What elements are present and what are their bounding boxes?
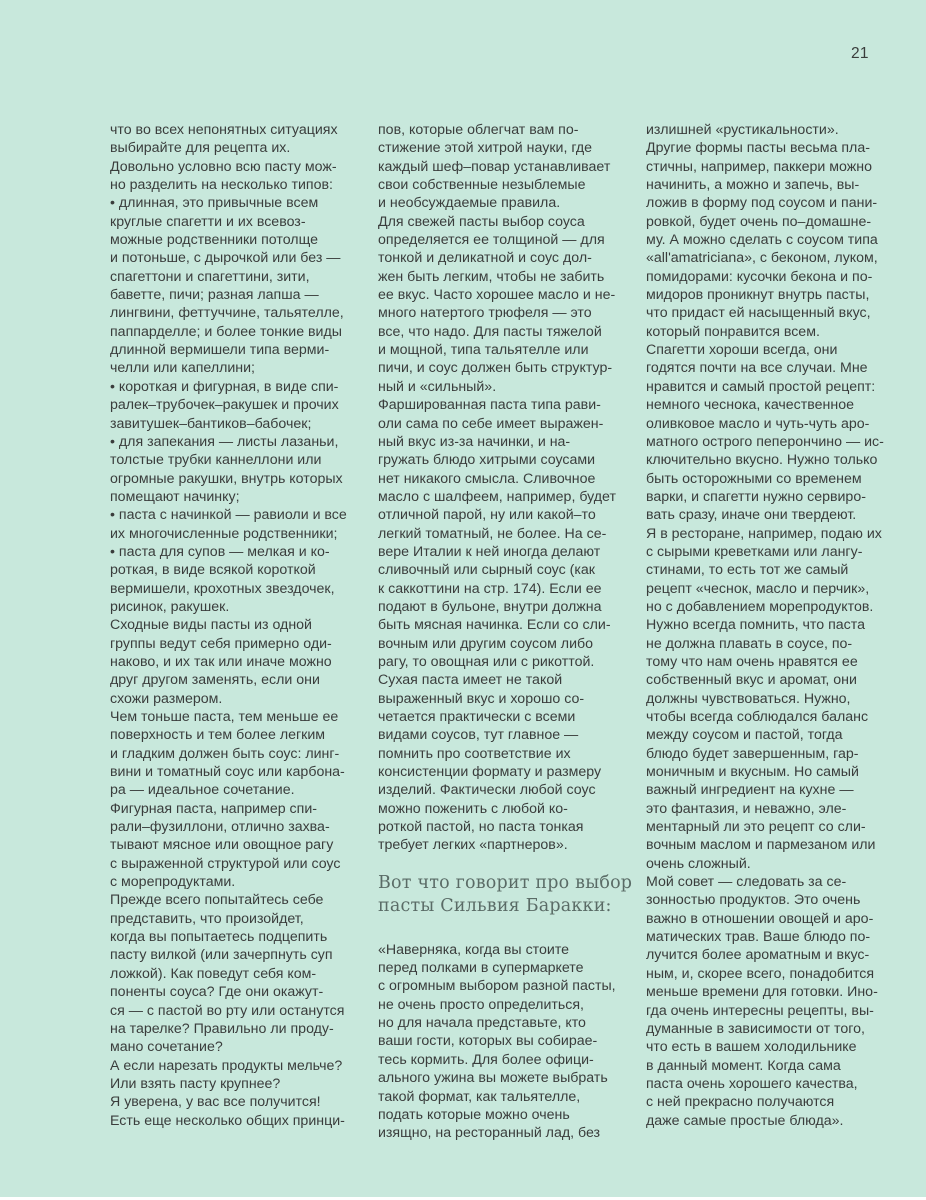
text-line: нет никакого смысла. Сливочное <box>378 470 596 487</box>
text-line: Сухая паста имеет не такой <box>378 672 563 689</box>
text-line: консистенции формату и размеру <box>378 764 602 781</box>
text-line: блюдо будет завершенным, гар- <box>646 745 859 762</box>
text-line: Есть еще несколько общих принци- <box>110 1112 345 1129</box>
page-number: 21 <box>851 45 869 62</box>
text-line: ментарный ли это рецепт со сли- <box>646 819 866 836</box>
text-line: матических трав. Ваше блюдо по- <box>646 929 871 946</box>
text-line: ровкой, будет очень по–домашне- <box>646 213 872 230</box>
text-line: круглые спагетти и их всевоз- <box>110 213 306 230</box>
text-line: и гладким должен быть соус: линг- <box>110 745 340 762</box>
text-line: стичны, например, паккери можно <box>646 158 872 175</box>
text-line: начинить, а можно и запечь, вы- <box>646 177 860 194</box>
text-line: ный вкус из-за начинки, и на- <box>378 433 571 450</box>
text-line: оливковое масло и чуть-чуть аро- <box>646 415 870 432</box>
text-line: не должна плавать в соусе, по- <box>646 635 853 652</box>
text-line: рагу, то овощная или с рикоттой. <box>378 653 595 670</box>
text-line: помещают начинку; <box>110 488 240 505</box>
text-line: ным, и, скорее всего, понадобится <box>646 965 875 982</box>
text-line: наково, и их так или иначе можно <box>110 653 332 670</box>
text-block <box>378 941 646 1143</box>
text-line: определяется ее толщиной — для <box>378 232 605 249</box>
text-line: Вот что говорит про выбор <box>378 872 633 893</box>
text-column-left <box>110 121 378 1130</box>
text-line: быть мясная начинка. Если со сли- <box>378 617 611 634</box>
text-line: представить, что произойдет, <box>110 910 304 927</box>
text-line: в данный момент. Когда сама <box>646 1057 841 1074</box>
text-line: поверхность и тем более легким <box>110 727 326 744</box>
text-line: рисинок, ракушек. <box>110 598 230 615</box>
text-line: Чем тоньше паста, тем меньше ее <box>110 709 339 725</box>
text-line: мидоров проникнут внутрь пасты, <box>646 287 870 304</box>
text-line: между соусом и пастой, тогда <box>646 727 843 744</box>
text-line: «Наверняка, когда вы стоите <box>378 941 570 958</box>
text-line: выраженный вкус и хорошо со- <box>378 690 585 707</box>
text-line: Я уверена, у вас все получится! <box>110 1094 321 1111</box>
text-line: пичи, и соус должен быть структур- <box>378 360 613 377</box>
text-line: это фантазия, и неважно, эле- <box>646 800 847 817</box>
text-line: вини и томатный соус или карбона- <box>110 764 345 781</box>
text-line: видами соусов, тут главное — <box>378 727 579 744</box>
text-line: мано сочетание? <box>110 1039 223 1056</box>
text-line: и необсуждаемые правила. <box>378 195 561 212</box>
text-line: отличной парой, ну или какой–то <box>378 507 596 524</box>
text-line: толстые трубки каннеллони или <box>110 452 322 469</box>
text-line: с сырыми креветками или лангу- <box>646 543 863 560</box>
text-line: лингвини, феттуччине, тальятелле, <box>110 305 344 322</box>
text-line: требует легких «партнеров». <box>378 837 568 854</box>
text-column-middle <box>378 121 646 1143</box>
text-line: ее вкус. Часто хорошее масло и не- <box>378 287 616 304</box>
text-line: жен быть легким, чтобы не забить <box>378 268 605 285</box>
text-line: важно в отношении овощей и аро- <box>646 910 874 927</box>
text-line: но с добавлением морепродуктов. <box>646 598 874 615</box>
text-line: ный и «сильный». <box>378 378 497 395</box>
text-line: помнить про соответствие их <box>378 745 571 762</box>
text-line: чтобы всегда соблюдался баланс <box>646 709 869 725</box>
text-line: гружать блюдо хитрыми соусами <box>378 452 596 469</box>
text-line: матного острого пеперончино — ис- <box>646 433 884 450</box>
text-line: «all'amatriciana», с беконом, луком, <box>646 250 878 267</box>
text-line: что есть в вашем холодильнике <box>646 1039 857 1056</box>
text-line: изделий. Фактически любой соус <box>378 782 596 799</box>
text-line: ключительно вкусно. Нужно только <box>646 452 878 469</box>
text-line: важный ингредиент на кухне — <box>646 782 854 799</box>
text-line: ра — идеальное сочетание. <box>110 782 295 799</box>
text-line: рецепт «чеснок, масло и перчик», <box>646 580 870 597</box>
text-line: роткая, в виде всякой короткой <box>110 562 316 579</box>
text-line: лучится более ароматным и вкус- <box>646 947 870 964</box>
text-line: Спагетти хороши всегда, они <box>646 342 838 359</box>
section-heading <box>378 872 646 919</box>
text-line: Прежде всего попытайтесь себе <box>110 892 324 909</box>
text-line: излишней «рустикальности». <box>646 122 839 138</box>
text-line: тесь кормить. Для более офици- <box>378 1051 594 1068</box>
text-line: такой формат, как тальятелле, <box>378 1088 581 1105</box>
text-line: стижение этой хитрой науки, где <box>378 140 593 157</box>
text-line: подать которые можно очень <box>378 1106 570 1123</box>
text-line: все, что надо. Для пасты тяжелой <box>378 323 602 340</box>
text-line: изящно, на ресторанный лад, без <box>378 1125 601 1142</box>
text-line: спагеттони и спагеттини, зити, <box>110 268 310 285</box>
text-line: рали–фузиллони, отлично захва- <box>110 819 330 836</box>
text-line: меньше времени для готовки. Ино- <box>646 984 878 1001</box>
text-line: немного чеснока, качественное <box>646 397 854 414</box>
text-line: • короткая и фигурная, в виде спи- <box>110 378 339 395</box>
text-line: что придаст ей насыщенный вкус, <box>646 305 871 322</box>
text-line: вере Италии к ней иногда делают <box>378 543 601 560</box>
text-line: вочным или другим соусом либо <box>378 635 594 652</box>
text-line: оли сама по себе имеет выражен- <box>378 415 604 432</box>
text-line: можные родственники потолще <box>110 232 318 249</box>
text-line: му. А можно сделать с соусом типа <box>646 232 878 249</box>
text-line: перед полками в супермаркете <box>378 960 584 977</box>
text-line: Для свежей пасты выбор соуса <box>378 213 585 230</box>
text-line: • для запекания — листы лазаньи, <box>110 433 339 450</box>
text-line: вать сразу, иначе они твердеют. <box>646 507 857 524</box>
text-line: А если нарезать продукты мельче? <box>110 1057 343 1074</box>
text-line: Фигурная паста, например спи- <box>110 800 317 817</box>
text-line: который понравится всем. <box>646 323 820 340</box>
text-line: даже самые простые блюда». <box>646 1112 844 1129</box>
text-line: ложкой). Как поведут себя ком- <box>110 965 317 982</box>
text-line: и мощной, типа тальятелле или <box>378 342 589 359</box>
text-line: свои собственные незыблемые <box>378 177 586 194</box>
text-line: Довольно условно всю пасту мож- <box>110 158 337 175</box>
text-line: Мой совет — следовать за се- <box>646 874 847 891</box>
text-line: выбирайте для рецепта их. <box>110 140 291 157</box>
text-line: с выраженной структурой или соус <box>110 855 341 872</box>
text-line: с огромным выбором разной пасты, <box>378 978 616 995</box>
text-line: пов, которые облегчат вам по- <box>378 122 579 138</box>
text-line: пасты Сильвия Баракки: <box>378 896 612 917</box>
text-line: их многочисленные родственники; <box>110 525 338 542</box>
text-line: завитушек–бантиков–бабочек; <box>110 415 312 432</box>
text-line: к саккоттини на стр. 174). Если ее <box>378 580 602 597</box>
text-line: вермишели, крохотных звездочек, <box>110 580 335 597</box>
text-line: очень сложный. <box>646 855 751 872</box>
text-line: ваши гости, которых вы собирае- <box>378 1033 598 1050</box>
text-line: зонностью продуктов. Это очень <box>646 892 861 909</box>
text-line: схожи размером. <box>110 690 223 707</box>
text-line: каждый шеф–повар устанавливает <box>378 158 611 175</box>
text-line: четается практически с всеми <box>378 709 576 725</box>
text-line: ложив в форму под соусом и пани- <box>646 195 878 212</box>
text-line: паста очень хорошего качества, <box>646 1075 858 1092</box>
text-line: масло с шалфеем, например, будет <box>378 488 616 505</box>
text-line: подают в бульоне, внутри должна <box>378 598 602 615</box>
text-line: гда очень интересны рецепты, вы- <box>646 1002 874 1019</box>
text-line: тывают мясное или овощное рагу <box>110 837 334 854</box>
text-line: ального ужина вы можете выбрать <box>378 1070 608 1087</box>
text-line: ралек–трубочек–ракушек и прочих <box>110 397 339 414</box>
text-line: Другие формы пасты весьма пла- <box>646 140 870 157</box>
text-line: роткой пастой, но паста тонкая <box>378 819 584 836</box>
text-line: и потоньше, с дырочкой или без — <box>110 250 341 267</box>
text-line: варки, и спагетти нужно сервиро- <box>646 488 866 505</box>
text-line: когда вы попытаетесь подцепить <box>110 929 328 946</box>
text-line: • паста с начинкой — равиоли и все <box>110 507 347 524</box>
text-line: сливочный или сырный соус (как <box>378 562 595 579</box>
text-line: длинной вермишели типа верми- <box>110 342 330 359</box>
text-line: много натертого трюфеля — это <box>378 305 592 322</box>
text-line: тому что нам очень нравятся ее <box>646 653 858 670</box>
text-line: Я в ресторане, например, подаю их <box>646 525 882 542</box>
text-line: группы ведут себя примерно оди- <box>110 635 332 652</box>
text-block <box>378 121 646 855</box>
text-line: что во всех непонятных ситуациях <box>110 122 338 138</box>
text-line: поненты соуса? Где они окажут- <box>110 984 324 1001</box>
text-line: Или взять пасту крупнее? <box>110 1075 281 1092</box>
text-line: • длинная, это привычные всем <box>110 195 319 212</box>
text-line: моничным и вкусным. Но самый <box>646 764 859 781</box>
text-line: но разделить на несколько типов: <box>110 177 333 194</box>
text-line: думанные в зависимости от того, <box>646 1020 865 1037</box>
text-line: стинами, то есть тот же самый <box>646 562 849 579</box>
text-line: вочным маслом и пармезаном или <box>646 837 876 854</box>
text-line: Нужно всегда помнить, что паста <box>646 617 865 634</box>
text-line: пасту вилкой (или зачерпнуть суп <box>110 947 333 964</box>
text-line: баветте, пичи; разная лапша — <box>110 287 319 304</box>
text-line: нравится и самый простой рецепт: <box>646 378 876 395</box>
text-line: Фаршированная паста типа рави- <box>378 397 601 414</box>
text-line: легкий томатный, не более. На се- <box>378 525 607 542</box>
text-line: собственный вкус и аромат, они <box>646 672 857 689</box>
text-line: огромные ракушки, внутрь которых <box>110 470 343 487</box>
text-line: ся — с пастой во рту или останутся <box>110 1002 345 1019</box>
text-line: на тарелке? Правильно ли проду- <box>110 1020 334 1037</box>
text-line: друг другом заменять, если они <box>110 672 320 689</box>
text-line: тонкой и деликатной и соус дол- <box>378 250 592 267</box>
text-line: но для начала представьте, кто <box>378 1015 586 1032</box>
text-line: паппарделле; и более тонкие виды <box>110 323 342 340</box>
text-block <box>646 121 914 1130</box>
text-line: с морепродуктами. <box>110 874 236 891</box>
text-line: челли или капеллини; <box>110 360 255 377</box>
text-line: с ней прекрасно получаются <box>646 1094 835 1111</box>
text-line: • паста для супов — мелкая и ко- <box>110 543 330 560</box>
text-column-right <box>646 121 914 1130</box>
text-line: годятся почти на все случаи. Мне <box>646 360 868 377</box>
text-block <box>110 121 378 1130</box>
text-line: должны чувствоваться. Нужно, <box>646 690 851 707</box>
text-line: быть осторожными со временем <box>646 470 862 487</box>
text-line: не очень просто определиться, <box>378 996 584 1013</box>
text-line: можно поженить с любой ко- <box>378 800 568 817</box>
text-line: Сходные виды пасты из одной <box>110 617 312 634</box>
text-line: помидорами: кусочки бекона и по- <box>646 268 873 285</box>
